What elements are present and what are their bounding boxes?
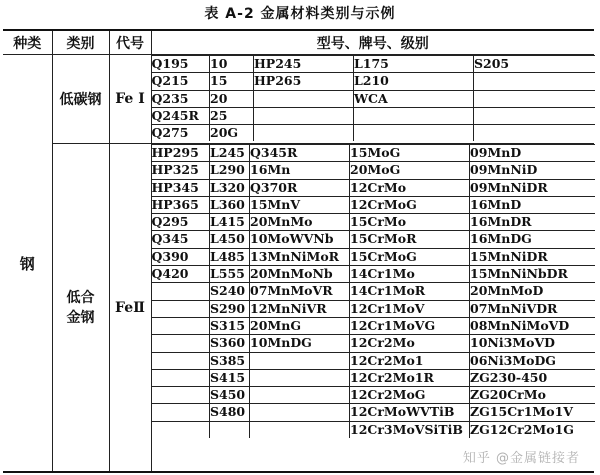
watermark-text: 知乎 @金属链接者 <box>462 451 580 466</box>
table-caption: 表 A-2 金属材料类别与示例 <box>204 6 396 22</box>
grade-cell: 10MnDG <box>250 335 350 352</box>
grade-cell <box>250 421 350 438</box>
grade-cell <box>152 283 210 300</box>
grade-cell: S385 <box>210 352 250 369</box>
grade-cell: Q420 <box>152 266 210 283</box>
grade-row <box>152 335 595 352</box>
grade-cell: L290 <box>210 162 250 179</box>
grade-cell: 12MnNiVR <box>250 300 350 317</box>
header-code: 代号 <box>109 30 151 55</box>
grade-cell: 08MnNiMoVD <box>470 317 595 334</box>
grade-cell: 09MnD <box>470 145 595 162</box>
header-category: 类别 <box>52 30 109 55</box>
grade-cell: HP365 <box>152 196 210 213</box>
grade-cell: S240 <box>210 283 250 300</box>
grade-cell <box>152 387 210 404</box>
grades-grid-low-carbon <box>152 55 595 141</box>
grade-cell: Q295 <box>152 214 210 231</box>
grade-cell <box>254 107 354 124</box>
grade-cell: 07MnMoVR <box>250 283 350 300</box>
grade-cell: 20MnMo <box>250 214 350 231</box>
category-low-carbon: 低碳钢 <box>52 55 109 144</box>
grade-cell: HP245 <box>254 56 354 73</box>
metal-category-table <box>3 29 594 473</box>
category-low-alloy-label: 低合金钢 <box>66 289 95 326</box>
grade-cell: 16MnDR <box>470 214 595 231</box>
grade-cell: 15MoG <box>350 145 470 162</box>
grade-cell: HP345 <box>152 179 210 196</box>
grade-cell: 12Cr3MoVSiTiB <box>350 421 470 438</box>
grade-cell <box>152 369 210 386</box>
grade-cell: S205 <box>474 56 595 73</box>
grade-cell: Q345R <box>250 145 350 162</box>
grade-row <box>152 162 595 179</box>
grade-cell <box>474 73 595 90</box>
grades-low-alloy <box>151 144 594 473</box>
grade-cell <box>250 352 350 369</box>
grades-low-carbon <box>151 55 594 144</box>
grade-cell: S290 <box>210 300 250 317</box>
grade-cell: 12CrMoWVTiB <box>350 404 470 421</box>
grade-cell: WCA <box>354 90 474 107</box>
grade-row <box>152 231 595 248</box>
grade-row <box>152 421 595 438</box>
grade-row <box>152 387 595 404</box>
grade-cell <box>474 125 595 142</box>
grade-cell <box>474 107 595 124</box>
grade-cell: Q390 <box>152 248 210 265</box>
grade-cell: L555 <box>210 266 250 283</box>
grade-cell: 25 <box>210 107 254 124</box>
grade-cell: Q370R <box>250 179 350 196</box>
grade-cell: 16MnD <box>470 196 595 213</box>
grade-cell <box>354 125 474 142</box>
grade-cell: L320 <box>210 179 250 196</box>
grade-cell: 20MnG <box>250 317 350 334</box>
grade-cell <box>152 352 210 369</box>
grade-row <box>152 404 595 421</box>
grade-cell <box>254 90 354 107</box>
code-fe2: FeⅡ <box>109 144 151 473</box>
grade-cell: 20 <box>210 90 254 107</box>
grade-cell: Q245R <box>152 107 210 124</box>
grade-row <box>152 56 595 73</box>
grade-cell: HP325 <box>152 162 210 179</box>
grade-cell: 20MnMoNb <box>250 266 350 283</box>
grade-row <box>152 317 595 334</box>
grade-cell: L450 <box>210 231 250 248</box>
grade-cell: 07MnNiVDR <box>470 300 595 317</box>
grade-cell: 15MnNiNbDR <box>470 266 595 283</box>
grade-cell: Q345 <box>152 231 210 248</box>
grade-cell: S360 <box>210 335 250 352</box>
grade-cell <box>254 125 354 142</box>
grade-row <box>152 248 595 265</box>
grade-cell: S480 <box>210 404 250 421</box>
header-grades: 型号、牌号、级别 <box>151 30 594 55</box>
grade-cell: L360 <box>210 196 250 213</box>
grade-cell: Q215 <box>152 73 210 90</box>
grade-cell <box>152 421 210 438</box>
grade-cell: 15CrMo <box>350 214 470 231</box>
grade-cell: Q195 <box>152 56 210 73</box>
grade-cell: 12Cr2Mo1R <box>350 369 470 386</box>
grade-cell: Q235 <box>152 90 210 107</box>
grade-cell: 10 <box>210 56 254 73</box>
grade-cell: S450 <box>210 387 250 404</box>
grades-grid-low-alloy <box>152 144 595 438</box>
grade-row <box>152 125 595 142</box>
grade-cell: 09MnNiD <box>470 162 595 179</box>
grade-row <box>152 369 595 386</box>
grade-row <box>152 283 595 300</box>
grade-cell: 10Ni3MoVD <box>470 335 595 352</box>
grade-row <box>152 73 595 90</box>
grade-cell: 20MnMoD <box>470 283 595 300</box>
grade-cell <box>152 335 210 352</box>
kind-steel: 钢 <box>3 55 52 473</box>
grade-cell <box>354 107 474 124</box>
grade-cell: 06Ni3MoDG <box>470 352 595 369</box>
grade-cell: L175 <box>354 56 474 73</box>
grade-row <box>152 266 595 283</box>
grade-row <box>152 107 595 124</box>
grade-row <box>152 90 595 107</box>
grade-cell: 15CrMoG <box>350 248 470 265</box>
grade-cell: 16MnDG <box>470 231 595 248</box>
grade-cell: 09MnNiDR <box>470 179 595 196</box>
grade-cell: ZG15Cr1Mo1V <box>470 404 595 421</box>
group-row-low-carbon <box>3 55 594 144</box>
category-low-alloy <box>52 144 109 473</box>
grade-cell: 10MoWVNb <box>250 231 350 248</box>
group-row-low-alloy <box>3 144 594 473</box>
grade-cell: HP295 <box>152 145 210 162</box>
grade-cell: 20MoG <box>350 162 470 179</box>
grade-cell: 13MnNiMoR <box>250 248 350 265</box>
grade-cell <box>152 300 210 317</box>
grade-row <box>152 214 595 231</box>
grade-cell: ZG230-450 <box>470 369 595 386</box>
grade-cell: 12Cr2MoG <box>350 387 470 404</box>
grade-cell: 14Cr1MoR <box>350 283 470 300</box>
grade-cell: 14Cr1Mo <box>350 266 470 283</box>
header-kind: 种类 <box>3 30 52 55</box>
grade-cell <box>474 90 595 107</box>
grade-cell: 15MnV <box>250 196 350 213</box>
code-fe1: Fe I <box>109 55 151 144</box>
grade-cell: 15MnNiDR <box>470 248 595 265</box>
grade-cell: 20G <box>210 125 254 142</box>
grade-cell: L245 <box>210 145 250 162</box>
grade-cell: 16Mn <box>250 162 350 179</box>
grade-cell <box>152 404 210 421</box>
grade-cell: 15CrMoR <box>350 231 470 248</box>
grade-cell: L415 <box>210 214 250 231</box>
grade-cell: 12Cr1MoVG <box>350 317 470 334</box>
grade-cell: L485 <box>210 248 250 265</box>
grade-cell: S315 <box>210 317 250 334</box>
grade-cell: Q275 <box>152 125 210 142</box>
grade-row <box>152 145 595 162</box>
grade-cell: 15 <box>210 73 254 90</box>
grade-cell: L210 <box>354 73 474 90</box>
grade-row <box>152 352 595 369</box>
grade-cell: 12CrMoG <box>350 196 470 213</box>
grade-cell <box>250 369 350 386</box>
grade-cell: 12Cr1MoV <box>350 300 470 317</box>
grade-cell: S415 <box>210 369 250 386</box>
grade-row <box>152 300 595 317</box>
header-row <box>3 30 594 55</box>
grade-row <box>152 179 595 196</box>
grade-cell: 12Cr2Mo <box>350 335 470 352</box>
grade-cell: HP265 <box>254 73 354 90</box>
grade-cell <box>152 317 210 334</box>
grade-cell <box>250 404 350 421</box>
grade-cell: 12CrMo <box>350 179 470 196</box>
grade-cell: ZG20CrMo <box>470 387 595 404</box>
grade-cell: ZG12Cr2Mo1G <box>470 421 595 438</box>
grade-cell <box>210 421 250 438</box>
grade-cell <box>250 387 350 404</box>
grade-row <box>152 196 595 213</box>
grade-cell: 12Cr2Mo1 <box>350 352 470 369</box>
